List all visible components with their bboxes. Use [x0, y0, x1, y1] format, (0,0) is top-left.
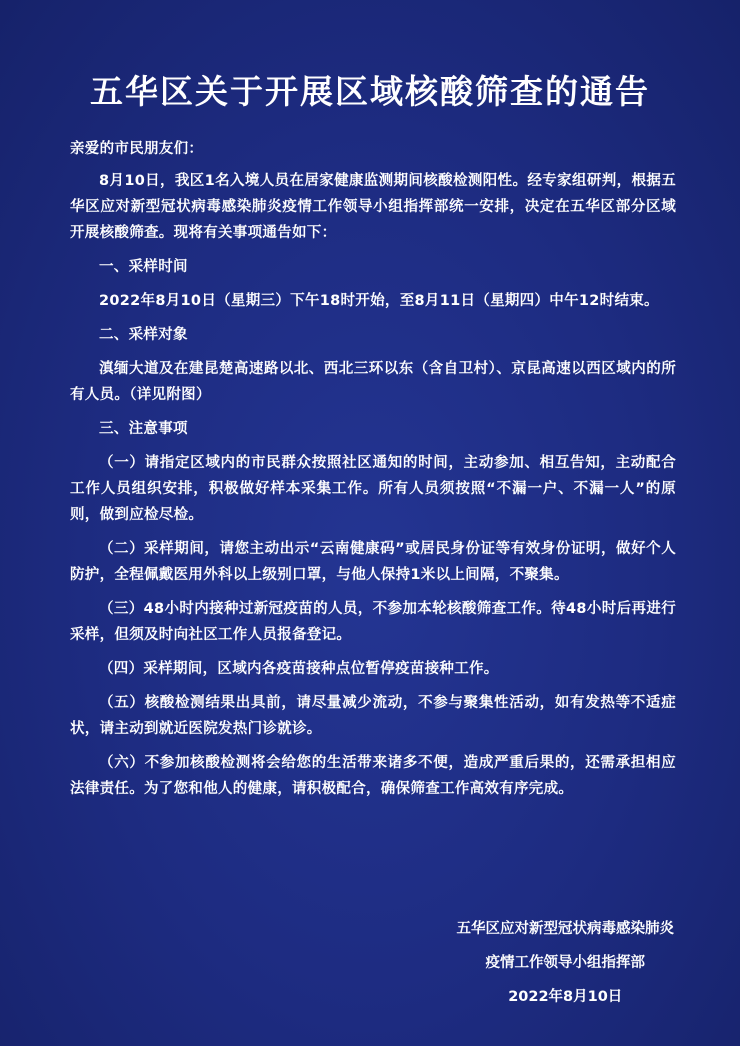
- salutation: 亲爱的市民朋友们：: [70, 141, 204, 157]
- notice-title: 五华区关于开展区域核酸筛查的通告: [90, 72, 650, 112]
- notice-body: [70, 136, 676, 810]
- note-item-4: （四）采样期间，区域内各疫苗接种点位暂停疫苗接种工作。: [99, 661, 499, 677]
- note-item-2: （二）采样期间，请您主动出示“云南健康码”或居民身份证等有效身份证明，做好个人防护，全程佩戴医用外科以上级别口罩，与他人保持1米以上间隔，不聚集。: [70, 541, 676, 583]
- note-item-6: （六）不参加核酸检测将会给您的生活带来诸多不便，造成严重后果的，还需承担相应法律责任。为了您和他人的健康，请积极配合，确保筛查工作高效有序完成。: [70, 755, 676, 797]
- signature-org-line-2: 疫情工作领导小组指挥部: [485, 955, 645, 971]
- signature-block: [457, 912, 675, 1014]
- signature-date: 2022年8月10日: [508, 989, 623, 1005]
- sampling-time-paragraph: 2022年8月10日（星期三）下午18时开始，至8月11日（星期四）中午12时结束。: [99, 293, 659, 309]
- section-heading-sampling-time: 一、采样时间: [99, 259, 188, 275]
- intro-paragraph: 8月10日，我区1名入境人员在居家健康监测期间核酸检测阳性。经专家组研判，根据五华区应对新型冠状病毒感染肺炎疫情工作领导小组指挥部统一安排，决定在五华区部分区域开展核酸筛查。现将有关事项通告如下：: [70, 173, 676, 241]
- note-item-5: （五）核酸检测结果出具前，请尽量减少流动，不参与聚集性活动，如有发热等不适症状，请主动到就近医院发热门诊就诊。: [70, 695, 676, 737]
- note-item-1: （一）请指定区域内的市民群众按照社区通知的时间，主动参加、相互告知，主动配合工作人员组织安排，积极做好样本采集工作。所有人员须按照“不漏一户、不漏一人”的原则，做到应检尽检。: [70, 455, 676, 523]
- section-heading-notes: 三、注意事项: [99, 421, 188, 437]
- note-item-3: （三）48小时内接种过新冠疫苗的人员，不参加本轮核酸筛查工作。待48小时后再进行采样，但须及时向社区工作人员报备登记。: [70, 601, 676, 643]
- sampling-target-paragraph: 滇缅大道及在建昆楚高速路以北、西北三环以东（含自卫村）、京昆高速以西区域内的所有人员。（详见附图）: [70, 361, 676, 403]
- section-heading-sampling-target: 二、采样对象: [99, 327, 188, 343]
- signature-org-line-1: 五华区应对新型冠状病毒感染肺炎: [456, 921, 674, 937]
